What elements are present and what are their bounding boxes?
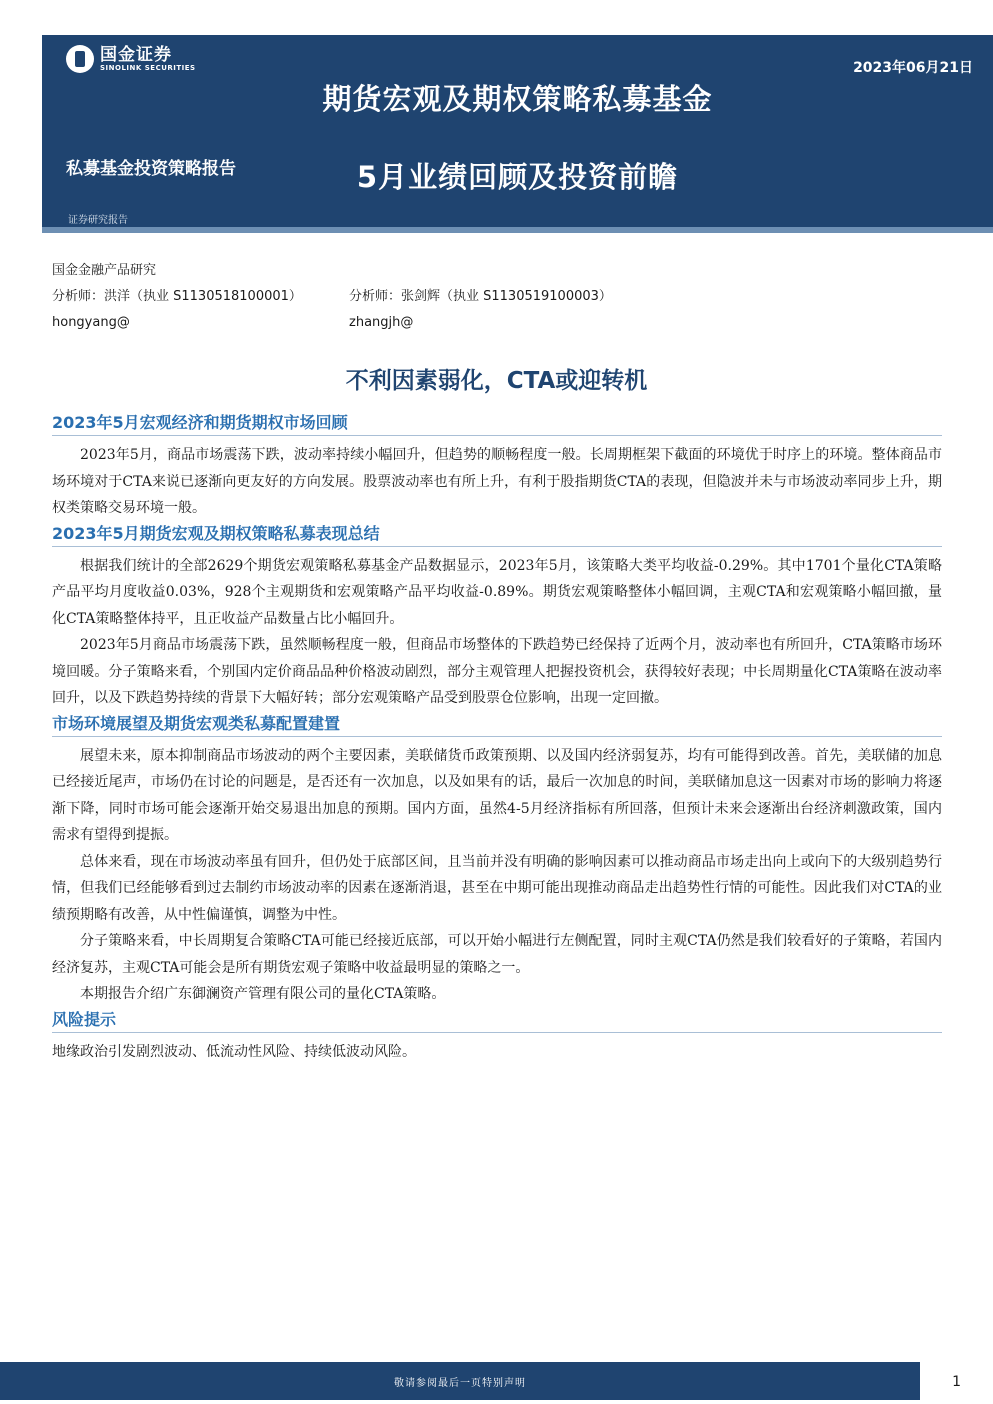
document-title: 不利因素弱化，CTA或迎转机 [345, 368, 648, 394]
report-title-line2: 5月业绩回顾及投资前瞻 [356, 160, 679, 194]
report-type: 私募基金投资策略报告 [66, 159, 236, 179]
report-sub-label: 证券研究报告 [68, 215, 128, 226]
logo-name-cn: 国金证券 [100, 44, 172, 65]
report-header [42, 35, 993, 227]
section-risk [52, 1008, 942, 1066]
logo-name-en: SINOLINK SECURITIES [100, 63, 196, 72]
paragraph: 展望未来，原本抑制商品市场波动的两个主要因素，美联储货币政策预期、以及国内经济弱复苏，均有可能得到改善。首先，美联储的加息已经接近尾声，市场仍在讨论的问题是，是否还有一次加息，以及如果有的话，最后一次加息的时间，美联储加息这一因素对市场的影响力将逐渐下降，同时市场可能会逐渐开始交易退出加息的预期。国内方面，虽然4-5月经济指标有所回落，但预计未来会逐渐出台经济刺激政策，国内需求有望得到提振。 [52, 747, 942, 843]
analyst-2-email[interactable]: zhangjh@ [349, 315, 414, 330]
analyst-2: 分析师：张剑辉（执业 S1130519100003） [349, 289, 612, 304]
report-body [52, 411, 942, 1065]
page-number: 1 [952, 1374, 961, 1390]
analyst-1-email[interactable]: hongyang@ [52, 315, 130, 330]
section-heading: 风险提示 [52, 1008, 942, 1033]
author-info [52, 258, 612, 336]
paragraph: 总体来看，现在市场波动率虽有回升，但仍处于底部区间，且当前并没有明确的影响因素可以推动商品市场走出向上或向下的大级别趋势行情，但我们已经能够看到过去制约市场波动率的因素在逐渐消退，甚至在中期可能出现推动商品走出趋势性行情的可能性。因此我们对CTA的业绩预期略有改善，从中性偏谨慎，调整为中性。 [52, 853, 942, 923]
report-title-line1: 期货宏观及期权策略私募基金 [322, 82, 713, 116]
section-outlook [52, 712, 942, 1008]
section-performance-summary [52, 522, 942, 712]
paragraph: 地缘政治引发剧烈波动、低流动性风险、持续低波动风险。 [52, 1043, 416, 1060]
section-heading: 市场环境展望及期货宏观类私募配置建置 [52, 712, 942, 737]
paragraph: 2023年5月，商品市场震荡下跌，波动率持续小幅回升，但趋势的顺畅程度一般。长周期框架下截面的环境优于时序上的环境。整体商品市场环境对于CTA来说已逐渐向更友好的方向发展。股票波动率也有所上升，有利于股指期货CTA的表现，但隐波并未与市场波动率同步上升，期权类策略交易环境一般。 [52, 447, 942, 516]
paragraph: 本期报告介绍广东御澜资产管理有限公司的量化CTA策略。 [80, 986, 446, 1002]
company-logo [66, 45, 196, 73]
analyst-1: 分析师：洪洋（执业 S1130518100001） [52, 289, 302, 304]
report-date: 2023年06月21日 [853, 60, 973, 76]
section-heading: 2023年5月宏观经济和期货期权市场回顾 [52, 411, 942, 436]
header-divider [42, 227, 993, 233]
institute-name: 国金金融产品研究 [52, 263, 157, 278]
footer-notice: 敬请参阅最后一页特别声明 [394, 1377, 526, 1389]
paragraph: 根据我们统计的全部2629个期货宏观策略私募基金产品数据显示，2023年5月，该策略大类平均收益-0.29%。其中1701个量化CTA策略产品平均月度收益0.03%，928个主观期货和宏观策略产品平均收益-0.89%。期货宏观策略整体小幅回调，主观CTA和宏观策略小幅回撤，量化CTA策略整体持平，且正收益产品数量占比小幅回升。 [52, 557, 942, 627]
section-market-review [52, 411, 942, 522]
paragraph: 2023年5月商品市场震荡下跌，虽然顺畅程度一般，但商品市场整体的下跌趋势已经保持了近两个月，波动率也有所回升，CTA策略市场环境回暖。分子策略来看，个别国内定价商品品种价格波动剧烈，部分主观管理人把握投资机会，获得较好表现；中长周期量化CTA策略在波动率回升，以及下跌趋势持续的背景下大幅好转；部分宏观策略产品受到股票仓位影响，出现一定回撤。 [52, 637, 942, 706]
section-heading: 2023年5月期货宏观及期权策略私募表现总结 [52, 522, 942, 547]
paragraph: 分子策略来看，中长周期复合策略CTA可能已经接近底部，可以开始小幅进行左侧配置，同时主观CTA仍然是我们较看好的子策略，若国内经济复苏，主观CTA可能会是所有期货宏观子策略中收益最明显的策略之一。 [52, 933, 942, 976]
footer-bar [0, 1362, 920, 1400]
logo-mark-icon [66, 45, 94, 73]
